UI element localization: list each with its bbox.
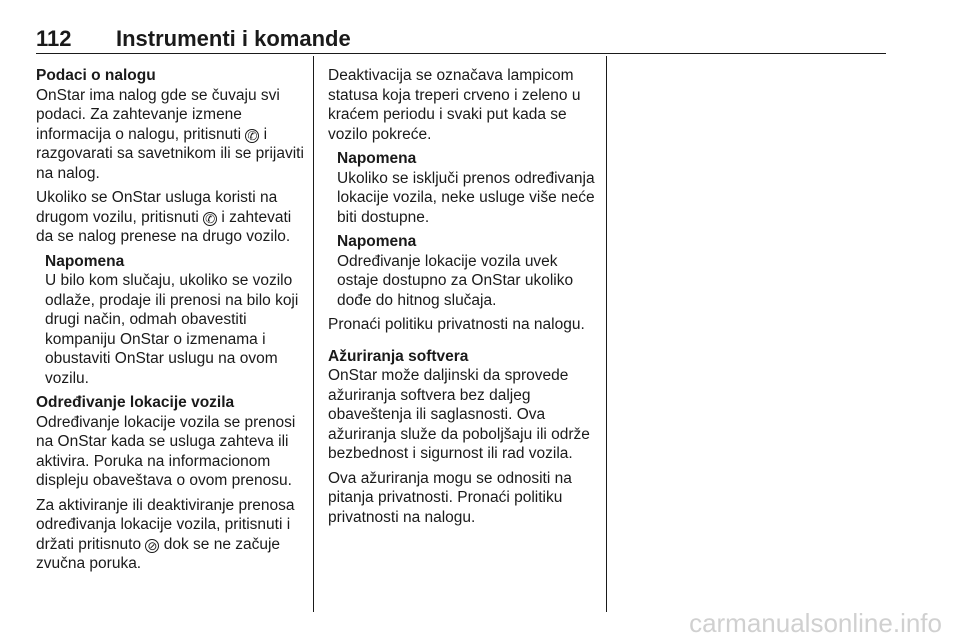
column-1 — [36, 66, 304, 579]
note-location-off — [328, 149, 596, 227]
page-header — [36, 26, 886, 52]
paragraph-software-updates: OnStar može daljinski da sprovede ažuriranja softvera bez daljeg obaveštenja ili saglasnosti. Ova ažuriranja služe da poboljšaju ili održe bezbednost i sigurnost ili rad vozila. — [328, 367, 590, 462]
onstar-button-icon: ✆ — [247, 128, 258, 143]
header-rule — [36, 53, 886, 54]
paragraph-account-data: OnStar ima nalog gde se čuvaju svi podaci. Za zahtevanje izmene informacija o nalogu, pritisnuti ✆ i razgovarati sa savetnikom ili se prijaviti na nalog. — [36, 86, 304, 182]
heading-software-updates: Ažuriranja softvera — [328, 347, 469, 365]
paragraph-other-vehicle: Ukoliko se OnStar usluga koristi na drugom vozilu, pritisnuti ✆ i zahtevati da se nalog prenese na drugo vozilo. — [36, 189, 292, 245]
paragraph-privacy-policy: Pronaći politiku privatnosti na nalogu. — [328, 316, 585, 333]
paragraph-location-toggle: Za aktiviranje ili deaktiviranje prenosa određivanja lokacije vozila, pritisnuti i držati pritisnuto ⊘ dok se ne začuje zvučna poruka. — [36, 496, 295, 572]
note-title: Napomena — [337, 233, 417, 250]
note-text: Određivanje lokacije vozila uvek ostaje dostupno za OnStar ukoliko dođe do hitnog slučaja. — [337, 252, 574, 309]
chapter-title: Instrumenti i komande — [116, 26, 351, 51]
watermark: carmanualsonline.info — [689, 608, 942, 638]
note-text: Ukoliko se isključi prenos određivanja lokacije vozila, neke usluge više neće biti dostupne. — [337, 169, 595, 226]
paragraph-updates-privacy: Ova ažuriranja mogu se odnositi na pitanja privatnosti. Pronaći politiku privatnosti na nalogu. — [328, 469, 572, 526]
page-number: 112 — [36, 26, 72, 51]
onstar-button-icon: ✆ — [205, 211, 216, 226]
note-title: Napomena — [337, 150, 417, 167]
note-title: Napomena — [45, 252, 125, 270]
paragraph-location-transfer: Određivanje lokacije vozila se prenosi na OnStar kada se usluga zahteva ili aktivira. Poruka na informacionom displeju obaveštava o ovom prenosu. — [36, 413, 296, 489]
paragraph-deactivation: Deaktivacija se označava lampicom statusa koja treperi crveno i zeleno u kraćem periodu i svaki put kada se vozilo pokreće. — [328, 67, 581, 143]
heading-vehicle-location: Određivanje lokacije vozila — [36, 394, 235, 411]
heading-account-data: Podaci o nalogu — [36, 67, 156, 84]
note-vehicle-sale — [36, 252, 304, 389]
note-emergency — [328, 232, 596, 310]
column-divider-1 — [313, 56, 314, 612]
note-text: U bilo kom slučaju, ukoliko se vozilo odlaže, prodaje ili prenosi na bilo koji drugi način, odmah obavestiti kompaniju OnStar o izmenama i obustaviti OnStar uslugu na ovom vozilu. — [45, 272, 299, 387]
privacy-button-icon: ⊘ — [147, 538, 158, 553]
column-2 — [328, 66, 596, 532]
column-divider-2 — [606, 56, 607, 612]
